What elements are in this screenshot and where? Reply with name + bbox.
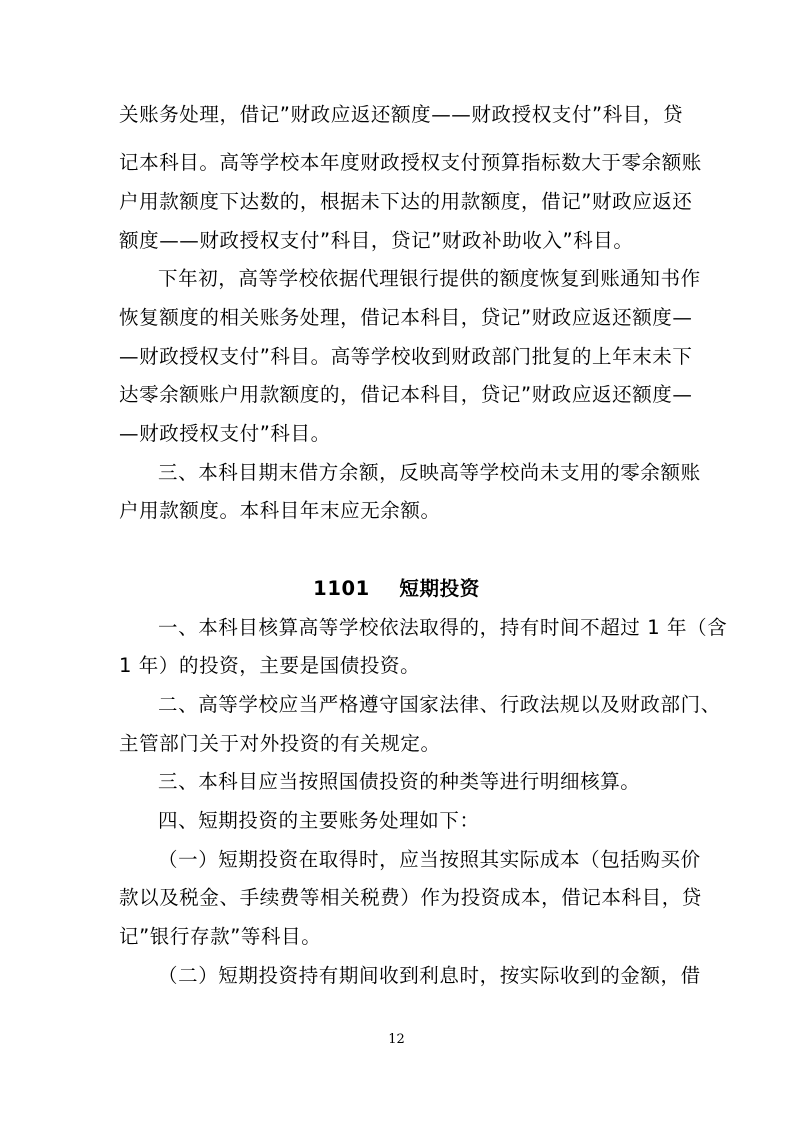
paragraph-line: 主管部门关于对外投资的有关规定。	[119, 732, 441, 755]
paragraph-line: 关账务处理，借记”财政应返还额度——财政授权支付”科目，贷	[119, 103, 684, 126]
paragraph-line: 四、短期投资的主要账务处理如下：	[158, 809, 480, 832]
paragraph-line: 记本科目。高等学校本年度财政授权支付预算指标数大于零余额账	[119, 151, 702, 174]
paragraph-line: 二、高等学校应当严格遵守国家法律、行政法规以及财政部门、	[158, 693, 721, 716]
paragraph-line: （二）短期投资持有期间收到利息时，按实际收到的金额，借	[158, 964, 701, 987]
section-heading: 1101 短期投资	[313, 577, 480, 600]
paragraph-line: （一）短期投资在取得时，应当按照其实际成本（包括购买价	[158, 848, 701, 871]
paragraph-line: 三、本科目期末借方余额，反映高等学校尚未支用的零余额账	[158, 461, 701, 484]
paragraph-line: 达零余额账户用款额度的，借记本科目，贷记”财政应返还额度—	[119, 383, 693, 406]
paragraph-line: 额度——财政授权支付”科目，贷记”财政补助收入”科目。	[119, 229, 634, 252]
paragraph-line: 恢复额度的相关账务处理，借记本科目，贷记”财政应返还额度—	[119, 306, 693, 329]
page-number: 12	[388, 1032, 405, 1047]
paragraph-line: —财政授权支付”科目。	[119, 422, 331, 445]
paragraph-line: 户用款额度下达数的，根据未下达的用款额度，借记”财政应返还	[119, 190, 693, 213]
paragraph-line: 款以及税金、手续费等相关税费）作为投资成本，借记本科目，贷	[119, 886, 702, 909]
paragraph-line: 1 年）的投资，主要是国债投资。	[119, 654, 421, 677]
paragraph-line: 三、本科目应当按照国债投资的种类等进行明细核算。	[158, 770, 641, 793]
paragraph-line: 记”银行存款”等科目。	[119, 925, 322, 948]
paragraph-line: 一、本科目核算高等学校依法取得的，持有时间不超过 1 年（含	[158, 616, 728, 639]
paragraph-line: —财政授权支付”科目。高等学校收到财政部门批复的上年末未下	[119, 345, 693, 368]
paragraph-line: 下年初，高等学校依据代理银行提供的额度恢复到账通知书作	[158, 267, 701, 290]
paragraph-line: 户用款额度。本科目年末应无余额。	[119, 499, 441, 522]
